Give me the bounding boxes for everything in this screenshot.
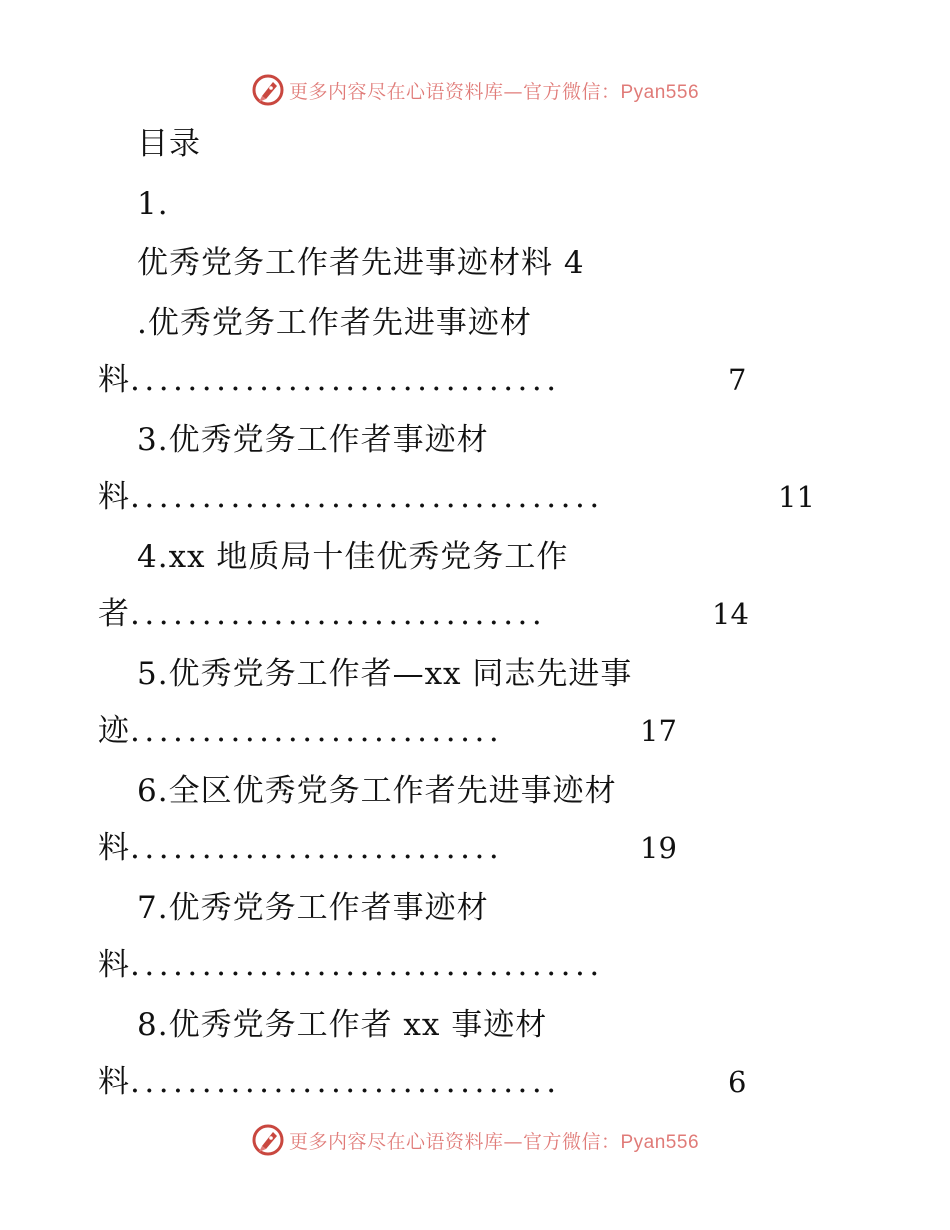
toc-item-6-title: 6.全区优秀党务工作者先进事迹材 [137, 773, 617, 809]
toc-item-6-leader: 料.......................... [98, 830, 504, 866]
pen-nib-circle-icon [251, 1123, 285, 1157]
watermark-wechat-id: Pyan556 [620, 1131, 700, 1153]
toc-item-2-title: .优秀党务工作者先进事迹材 [137, 305, 532, 341]
toc-item-8-page: 6 [728, 1065, 747, 1099]
toc-item-7-leader: 料................................. [98, 947, 604, 983]
toc-item-4-page: 14 [712, 597, 749, 631]
toc-heading: 目录 [137, 126, 201, 162]
toc-item-4-title: 4.xx 地质局十佳优秀党务工作 [137, 539, 569, 575]
toc-item-4-leader: 者............................. [98, 596, 547, 632]
toc-item-5-title: 5.优秀党务工作者—xx 同志先进事 [137, 656, 633, 692]
toc-item-7-title: 7.优秀党务工作者事迹材 [137, 890, 489, 926]
toc-item-3-title: 3.优秀党务工作者事迹材 [137, 422, 489, 458]
watermark-wechat-id: Pyan556 [620, 81, 700, 103]
pen-nib-circle-icon [251, 73, 285, 107]
toc-item-3-page: 11 [778, 480, 815, 514]
toc-item-1-number: 1. [137, 186, 169, 222]
toc-item-8-leader: 料.............................. [98, 1064, 561, 1100]
toc-item-2-leader: 料.............................. [98, 362, 561, 398]
toc-item-8-title: 8.优秀党务工作者 xx 事迹材 [137, 1007, 548, 1043]
watermark-footer [0, 1120, 950, 1160]
toc-item-5-leader: 迹.......................... [98, 713, 504, 749]
toc-item-2-page: 7 [728, 363, 747, 397]
toc-item-6-page: 19 [640, 831, 677, 865]
toc-item-5-page: 17 [640, 714, 677, 748]
toc-item-1-title: 优秀党务工作者先进事迹材料 4 [137, 245, 585, 281]
watermark-header [0, 70, 950, 110]
toc-item-3-leader: 料................................. [98, 479, 604, 515]
watermark-text: 更多内容尽在心语资料库—官方微信：Pyan556 [288, 80, 700, 103]
watermark-text: 更多内容尽在心语资料库—官方微信：Pyan556 [288, 1130, 700, 1153]
